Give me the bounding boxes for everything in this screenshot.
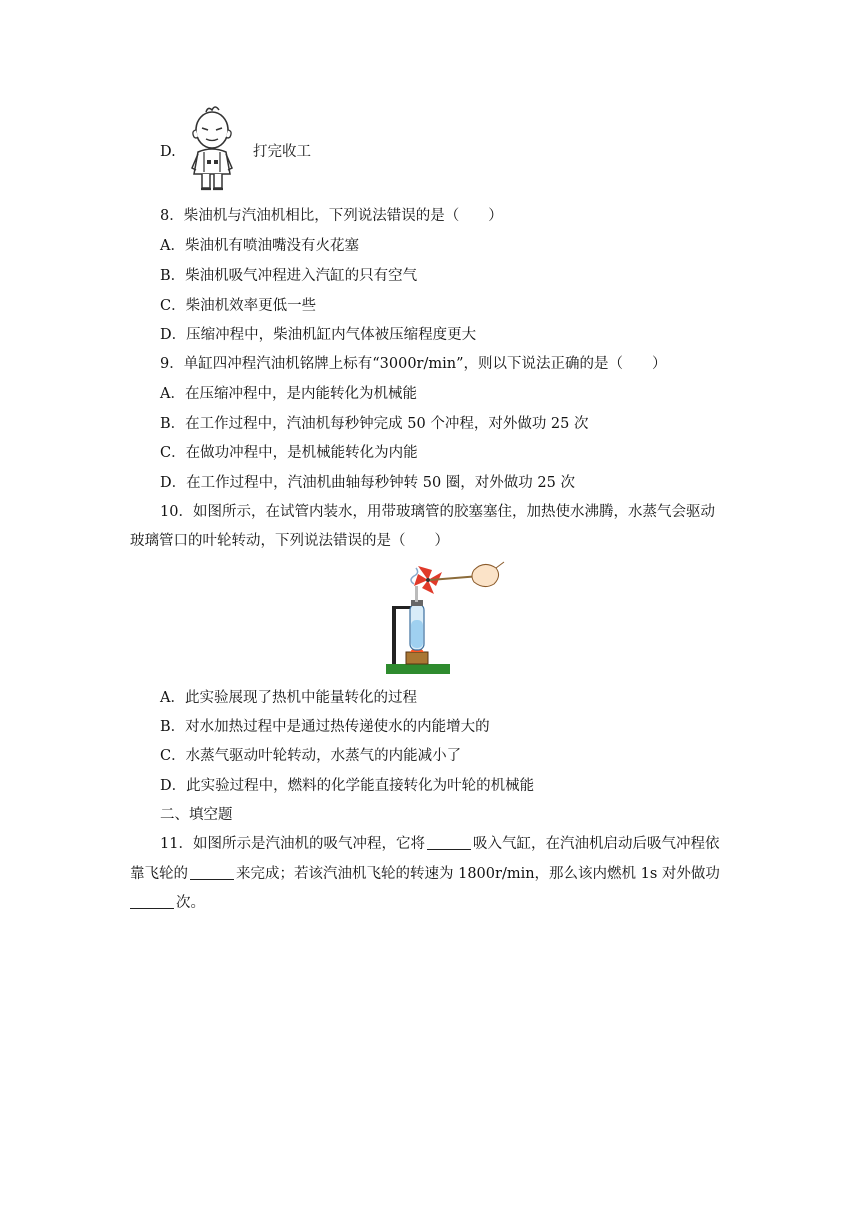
- question-9-stem: 9．单缸四冲程汽油机铭牌上标有“3000r/min”，则以下说法正确的是（ ）: [160, 356, 667, 372]
- question-8-option-d: D．压缩冲程中，柴油机缸内气体被压缩程度更大: [160, 327, 477, 343]
- option-7d-text: 打完收工: [253, 144, 311, 160]
- option-7d-letter: D.: [160, 144, 176, 160]
- question-11-part3: 靠飞轮的: [130, 866, 188, 882]
- question-11-part2: 吸入气缸，在汽油机启动后吸气冲程依: [472, 836, 720, 852]
- question-8-option-b: B．柴油机吸气冲程进入汽缸的只有空气: [160, 268, 418, 284]
- answer-blank-2[interactable]: [190, 864, 234, 880]
- section-heading-fill-in: 二、填空题: [160, 807, 233, 823]
- question-10-option-b: B．对水加热过程中是通过热传递使水的内能增大的: [160, 719, 490, 735]
- question-10-option-c: C．水蒸气驱动叶轮转动，水蒸气的内能减小了: [160, 748, 462, 764]
- answer-blank-1[interactable]: [427, 834, 471, 850]
- question-10-stem-line1: 10．如图所示，在试管内装水，用带玻璃管的胶塞塞住，加热使水沸腾，水蒸气会驱动: [160, 504, 715, 520]
- question-9-option-c: C．在做功冲程中，是机械能转化为内能: [160, 445, 418, 461]
- steam-pinwheel-experiment-image: [384, 560, 506, 678]
- question-11-line2: [130, 864, 720, 884]
- question-11-line1: [160, 834, 719, 854]
- answer-blank-3[interactable]: [130, 893, 174, 909]
- question-11-part5: 次。: [176, 895, 205, 911]
- question-10-stem-line2: 玻璃管口的叶轮转动，下列说法错误的是（ ）: [130, 533, 449, 549]
- cartoon-child-image: [188, 104, 238, 194]
- question-9-option-b: B．在工作过程中，汽油机每秒钟完成 50 个冲程，对外做功 25 次: [160, 416, 589, 432]
- question-8-stem: 8．柴油机与汽油机相比，下列说法错误的是（ ）: [160, 208, 503, 224]
- question-8-option-c: C．柴油机效率更低一些: [160, 298, 317, 314]
- question-10-option-d: D．此实验过程中，燃料的化学能直接转化为叶轮的机械能: [160, 778, 535, 794]
- question-11-line3: [130, 893, 205, 913]
- question-11-part4: 来完成；若该汽油机飞轮的转速为 1800r/min，那么该内燃机 1s 对外做功: [236, 866, 720, 882]
- question-11-part1: 11．如图所示是汽油机的吸气冲程，它将: [160, 836, 425, 852]
- question-10-option-a: A．此实验展现了热机中能量转化的过程: [160, 690, 417, 706]
- question-9-option-a: A．在压缩冲程中，是内能转化为机械能: [160, 386, 417, 402]
- question-9-option-d: D．在工作过程中，汽油机曲轴每秒钟转 50 圈，对外做功 25 次: [160, 475, 575, 491]
- question-8-option-a: A．柴油机有喷油嘴没有火花塞: [160, 238, 359, 254]
